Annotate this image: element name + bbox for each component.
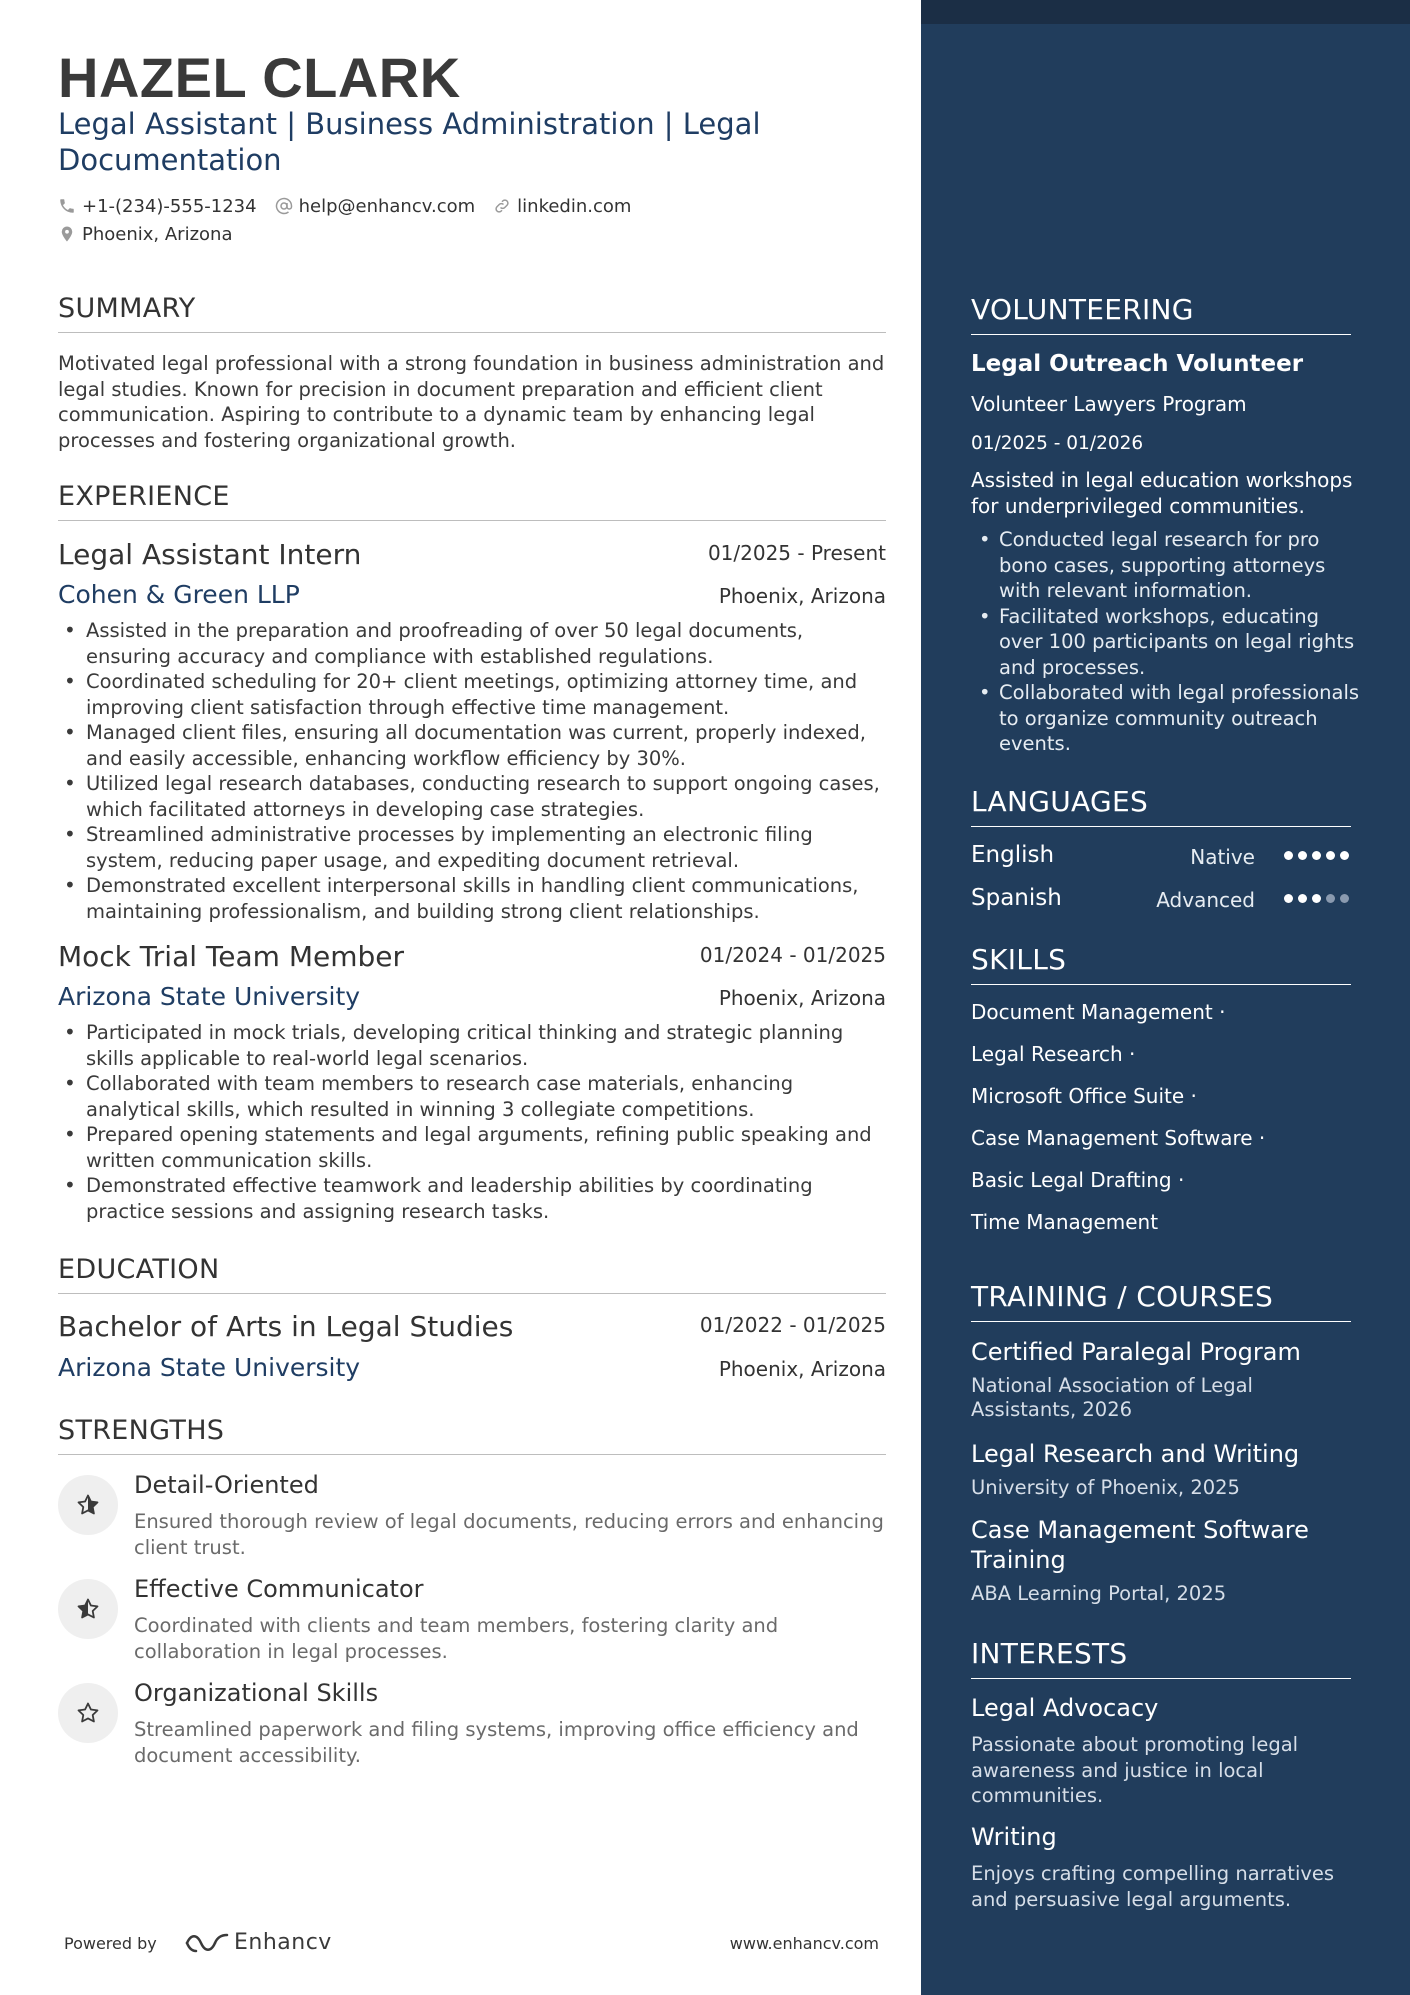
enhancv-logo-text: Enhancv bbox=[234, 1930, 332, 1955]
candidate-name: HAZEL CLARK bbox=[58, 46, 461, 109]
training-heading: TRAINING / COURSES bbox=[971, 1280, 1351, 1322]
education-date: 01/2022 - 01/2025 bbox=[699, 1313, 886, 1337]
strengths-heading: STRENGTHS bbox=[58, 1415, 886, 1455]
job-bullet: • Prepared opening statements and legal arguments, refining public speaking and written communication skills. bbox=[58, 1122, 886, 1173]
strength-title: Detail-Oriented bbox=[134, 1471, 319, 1499]
interest-description: Enjoys crafting compelling narratives and persuasive legal arguments. bbox=[971, 1862, 1335, 1911]
star-outline-icon bbox=[76, 1701, 100, 1725]
phone-contact[interactable] bbox=[58, 196, 257, 217]
languages-heading: LANGUAGES bbox=[971, 785, 1351, 827]
course-title: Case Management Software Training bbox=[971, 1516, 1309, 1574]
strength-item bbox=[58, 1471, 886, 1571]
strength-badge bbox=[58, 1579, 118, 1639]
job-bullet: • Managed client files, ensuring all documentation was current, properly indexed, and easily accessible, enhancing workflow efficiency by 30%. bbox=[58, 720, 886, 771]
job-bullet: • Demonstrated effective teamwork and leadership abilities by coordinating practice sessions and assigning research tasks. bbox=[58, 1173, 886, 1224]
summary-text: Motivated legal professional with a strong foundation in business administration and legal studies. Known for precision in document preparation and efficient client communication. Aspiring to contribute to a dynamic team by enhancing legal processes and fostering organizational growth. bbox=[58, 352, 885, 452]
volunteer-role: Legal Outreach Volunteer bbox=[971, 351, 1304, 377]
strength-description: Streamlined paperwork and filing systems, improving office efficiency and document accessibility. bbox=[134, 1718, 859, 1767]
email-text: help@enhancv.com bbox=[298, 195, 476, 217]
rating-dot-filled bbox=[1284, 851, 1293, 860]
star-half-icon bbox=[76, 1493, 100, 1517]
language-level: Native bbox=[1190, 845, 1255, 869]
language-name: Spanish bbox=[971, 885, 1062, 911]
job-bullet: • Demonstrated excellent interpersonal skills in handling client communications, maintaining professionalism, and building strong client relationships. bbox=[58, 873, 886, 924]
website-link[interactable]: www.enhancv.com bbox=[729, 1934, 879, 1953]
summary-heading: SUMMARY bbox=[58, 293, 886, 333]
at-icon bbox=[275, 197, 293, 215]
linkedin-text: linkedin.com bbox=[517, 195, 632, 217]
job-title: Mock Trial Team Member bbox=[58, 940, 404, 973]
phone-text: +1-(234)-555-1234 bbox=[82, 195, 257, 217]
volunteer-bullet: • Conducted legal research for pro bono cases, supporting attorneys with relevant information. bbox=[971, 527, 1361, 604]
location-contact bbox=[58, 224, 232, 245]
job-company: Cohen & Green LLP bbox=[58, 580, 300, 609]
job-bullets bbox=[58, 618, 886, 924]
skill-item: Microsoft Office Suite · bbox=[971, 1084, 1197, 1108]
job-bullet: • Participated in mock trials, developing critical thinking and strategic planning skills applicable to real-world legal scenarios. bbox=[58, 1020, 886, 1071]
course-provider: University of Phoenix, 2025 bbox=[971, 1476, 1240, 1499]
job-bullet: • Streamlined administrative processes by implementing an electronic filing system, reducing paper usage, and expediting document retrieval. bbox=[58, 822, 886, 873]
sidebar bbox=[921, 0, 1410, 1995]
job-bullets bbox=[58, 1020, 886, 1224]
interests-heading: INTERESTS bbox=[971, 1637, 1351, 1679]
strength-title: Organizational Skills bbox=[134, 1679, 379, 1707]
job-location: Phoenix, Arizona bbox=[718, 584, 886, 608]
skill-item: Legal Research · bbox=[971, 1042, 1136, 1066]
skill-item: Time Management bbox=[971, 1210, 1159, 1234]
headline: Legal Assistant | Business Administration | Legal Documentation bbox=[58, 107, 761, 177]
volunteer-bullets bbox=[971, 527, 1361, 757]
course-title: Legal Research and Writing bbox=[971, 1440, 1300, 1468]
course-provider: National Association of Legal Assistants, 2026 bbox=[971, 1374, 1253, 1421]
volunteer-date: 01/2025 - 01/2026 bbox=[971, 433, 1144, 454]
course-provider: ABA Learning Portal, 2025 bbox=[971, 1582, 1227, 1605]
job-company: Arizona State University bbox=[58, 982, 361, 1011]
footer bbox=[64, 1930, 879, 1960]
job-bullet: • Collaborated with team members to research case materials, enhancing analytical skills, which resulted in winning 3 collegiate competitions. bbox=[58, 1071, 886, 1122]
rating-dot-filled bbox=[1312, 894, 1321, 903]
link-icon bbox=[493, 197, 511, 215]
linkedin-contact[interactable] bbox=[493, 196, 631, 217]
strength-description: Coordinated with clients and team members, fostering clarity and collaboration in legal processes. bbox=[134, 1614, 779, 1663]
experience-heading: EXPERIENCE bbox=[58, 481, 886, 521]
enhancv-logo[interactable] bbox=[184, 1930, 332, 1955]
rating-dot-filled bbox=[1284, 894, 1293, 903]
skill-item: Case Management Software · bbox=[971, 1126, 1266, 1150]
job-bullet: • Coordinated scheduling for 20+ client meetings, optimizing attorney time, and improving client satisfaction through effective time management. bbox=[58, 669, 886, 720]
star-half-icon bbox=[76, 1597, 100, 1621]
language-rating bbox=[1279, 894, 1349, 903]
rating-dot-empty bbox=[1326, 894, 1335, 903]
job-date: 01/2024 - 01/2025 bbox=[699, 943, 886, 967]
rating-dot-filled bbox=[1326, 851, 1335, 860]
volunteering-heading: VOLUNTEERING bbox=[971, 293, 1351, 335]
degree-title: Bachelor of Arts in Legal Studies bbox=[58, 1310, 514, 1343]
skill-item: Basic Legal Drafting · bbox=[971, 1168, 1185, 1192]
language-rating bbox=[1279, 851, 1349, 860]
rating-dot-filled bbox=[1340, 851, 1349, 860]
course-title: Certified Paralegal Program bbox=[971, 1338, 1301, 1366]
job-location: Phoenix, Arizona bbox=[718, 986, 886, 1010]
job-date: 01/2025 - Present bbox=[707, 541, 886, 565]
volunteer-bullet: • Collaborated with legal professionals to organize community outreach events. bbox=[971, 680, 1361, 757]
interest-description: Passionate about promoting legal awareness and justice in local communities. bbox=[971, 1733, 1299, 1807]
job-bullet: • Assisted in the preparation and proofreading of over 50 legal documents, ensuring accuracy and compliance with established regulations. bbox=[58, 618, 886, 669]
strength-title: Effective Communicator bbox=[134, 1575, 424, 1603]
education-heading: EDUCATION bbox=[58, 1254, 886, 1294]
contact-info bbox=[58, 192, 649, 248]
volunteer-description: Assisted in legal education workshops for underprivileged communities. bbox=[971, 468, 1353, 518]
strength-description: Ensured thorough review of legal documents, reducing errors and enhancing client trust. bbox=[134, 1510, 884, 1559]
skill-item: Document Management · bbox=[971, 1000, 1226, 1024]
volunteer-bullet: • Facilitated workshops, educating over 100 participants on legal rights and processes. bbox=[971, 604, 1361, 681]
strength-item bbox=[58, 1679, 886, 1779]
language-row bbox=[971, 842, 1351, 872]
powered-by-label: Powered by bbox=[64, 1934, 157, 1953]
volunteer-org: Volunteer Lawyers Program bbox=[971, 392, 1247, 416]
strength-item bbox=[58, 1575, 886, 1675]
skills-heading: SKILLS bbox=[971, 943, 1351, 985]
interest-title: Writing bbox=[971, 1823, 1057, 1851]
rating-dot-filled bbox=[1298, 894, 1307, 903]
phone-icon bbox=[58, 197, 76, 215]
location-text: Phoenix, Arizona bbox=[82, 223, 233, 245]
school-name: Arizona State University bbox=[58, 1353, 361, 1382]
sidebar-top-bar bbox=[921, 0, 1410, 24]
language-name: English bbox=[971, 842, 1055, 868]
language-level: Advanced bbox=[1156, 888, 1255, 912]
enhancv-logo-icon bbox=[184, 1931, 230, 1955]
rating-dot-filled bbox=[1312, 851, 1321, 860]
job-bullet: • Utilized legal research databases, conducting research to support ongoing cases, which facilitated attorneys in developing case strategies. bbox=[58, 771, 886, 822]
strength-badge bbox=[58, 1475, 118, 1535]
location-pin-icon bbox=[58, 225, 76, 243]
rating-dot-filled bbox=[1298, 851, 1307, 860]
rating-dot-empty bbox=[1340, 894, 1349, 903]
strength-badge bbox=[58, 1683, 118, 1743]
job-title: Legal Assistant Intern bbox=[58, 538, 362, 571]
school-location: Phoenix, Arizona bbox=[718, 1357, 886, 1381]
email-contact[interactable] bbox=[275, 196, 476, 217]
interest-title: Legal Advocacy bbox=[971, 1694, 1159, 1722]
language-row bbox=[971, 885, 1351, 915]
